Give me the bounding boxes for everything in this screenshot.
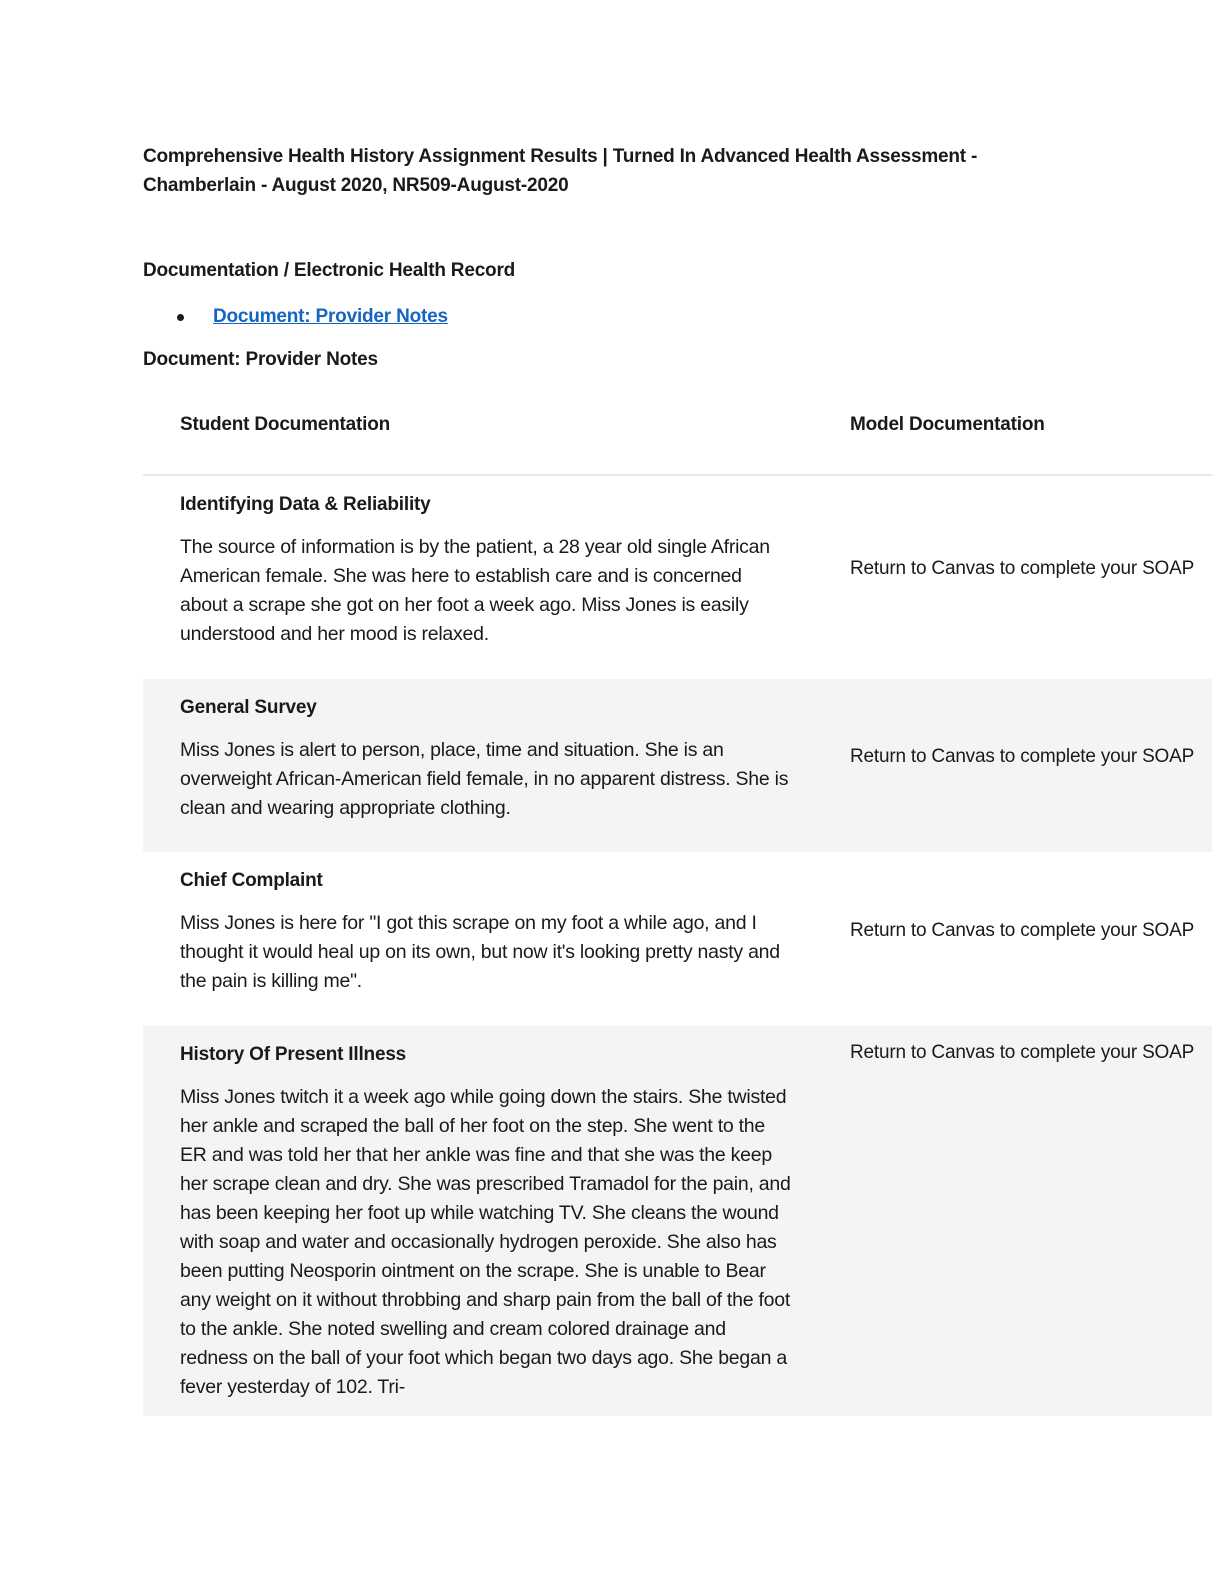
row-title: History Of Present Illness xyxy=(180,1044,407,1065)
student-documentation-header: Student Documentation xyxy=(180,414,391,435)
bullet-icon xyxy=(177,314,184,321)
row-title: Identifying Data & Reliability xyxy=(180,494,431,515)
model-text: Return to Canvas to complete your SOAP xyxy=(850,558,1195,579)
row-title: General Survey xyxy=(180,697,317,718)
document-link-list xyxy=(175,303,448,331)
student-cell xyxy=(143,1026,813,1416)
section-heading: Documentation / Electronic Health Record xyxy=(143,260,516,281)
model-text: Return to Canvas to complete your SOAP xyxy=(850,920,1195,941)
model-text: Return to Canvas to complete your SOAP xyxy=(850,1042,1195,1063)
student-cell xyxy=(143,476,813,679)
row-body: The source of information is by the patient, a 28 year old single African American female. She was here to establish care and is concerned about a scrape she got on her foot a week ago. Miss Jones is easily understood and her mood is relaxed. xyxy=(180,536,770,645)
document-subtitle: Document: Provider Notes xyxy=(143,349,378,370)
table-header xyxy=(143,394,1212,476)
student-cell xyxy=(143,852,813,1026)
model-cell xyxy=(813,679,1212,852)
table-row xyxy=(143,679,1212,852)
model-cell xyxy=(813,476,1212,679)
student-cell xyxy=(143,679,813,852)
provider-notes-link[interactable]: Document: Provider Notes xyxy=(213,306,448,327)
row-title: Chief Complaint xyxy=(180,870,323,891)
model-cell xyxy=(813,852,1212,1026)
model-text: Return to Canvas to complete your SOAP xyxy=(850,746,1195,767)
table-row xyxy=(143,1026,1212,1416)
documentation-table xyxy=(143,394,1212,1416)
page-title: Comprehensive Health History Assignment Results | Turned In Advanced Health Assessment - Chamberlain - August 2020, NR509-August-2020 xyxy=(143,146,978,196)
model-documentation-header: Model Documentation xyxy=(850,414,1045,435)
list-item xyxy=(175,303,448,331)
model-cell xyxy=(813,1026,1212,1416)
row-body: Miss Jones twitch it a week ago while going down the stairs. She twisted her ankle and scraped the ball of her foot on the step. She went to the ER and was told her that her ankle was fine and that she was the keep her scrape clean and dry. She was prescribed Tramadol for the pain, and has been keeping her foot up while watching TV. She cleans the wound with soap and water and occasionally hydrogen peroxide. She also has been putting Neosporin ointment on the scrape. She is unable to Bear any weight on it without throbbing and sharp pain from the ball of the foot to the ankle. She noted swelling and cream colored drainage and redness on the ball of your foot which began two days ago. She began a fever yesterday of 102. Tri- xyxy=(180,1086,791,1398)
table-row xyxy=(143,476,1212,679)
table-row xyxy=(143,852,1212,1026)
row-body: Miss Jones is alert to person, place, time and situation. She is an overweight African-American field female, in no apparent distress. She is clean and wearing appropriate clothing. xyxy=(180,739,789,819)
row-body: Miss Jones is here for "I got this scrape on my foot a while ago, and I thought it would heal up on its own, but now it's looking pretty nasty and the pain is killing me". xyxy=(180,912,780,992)
